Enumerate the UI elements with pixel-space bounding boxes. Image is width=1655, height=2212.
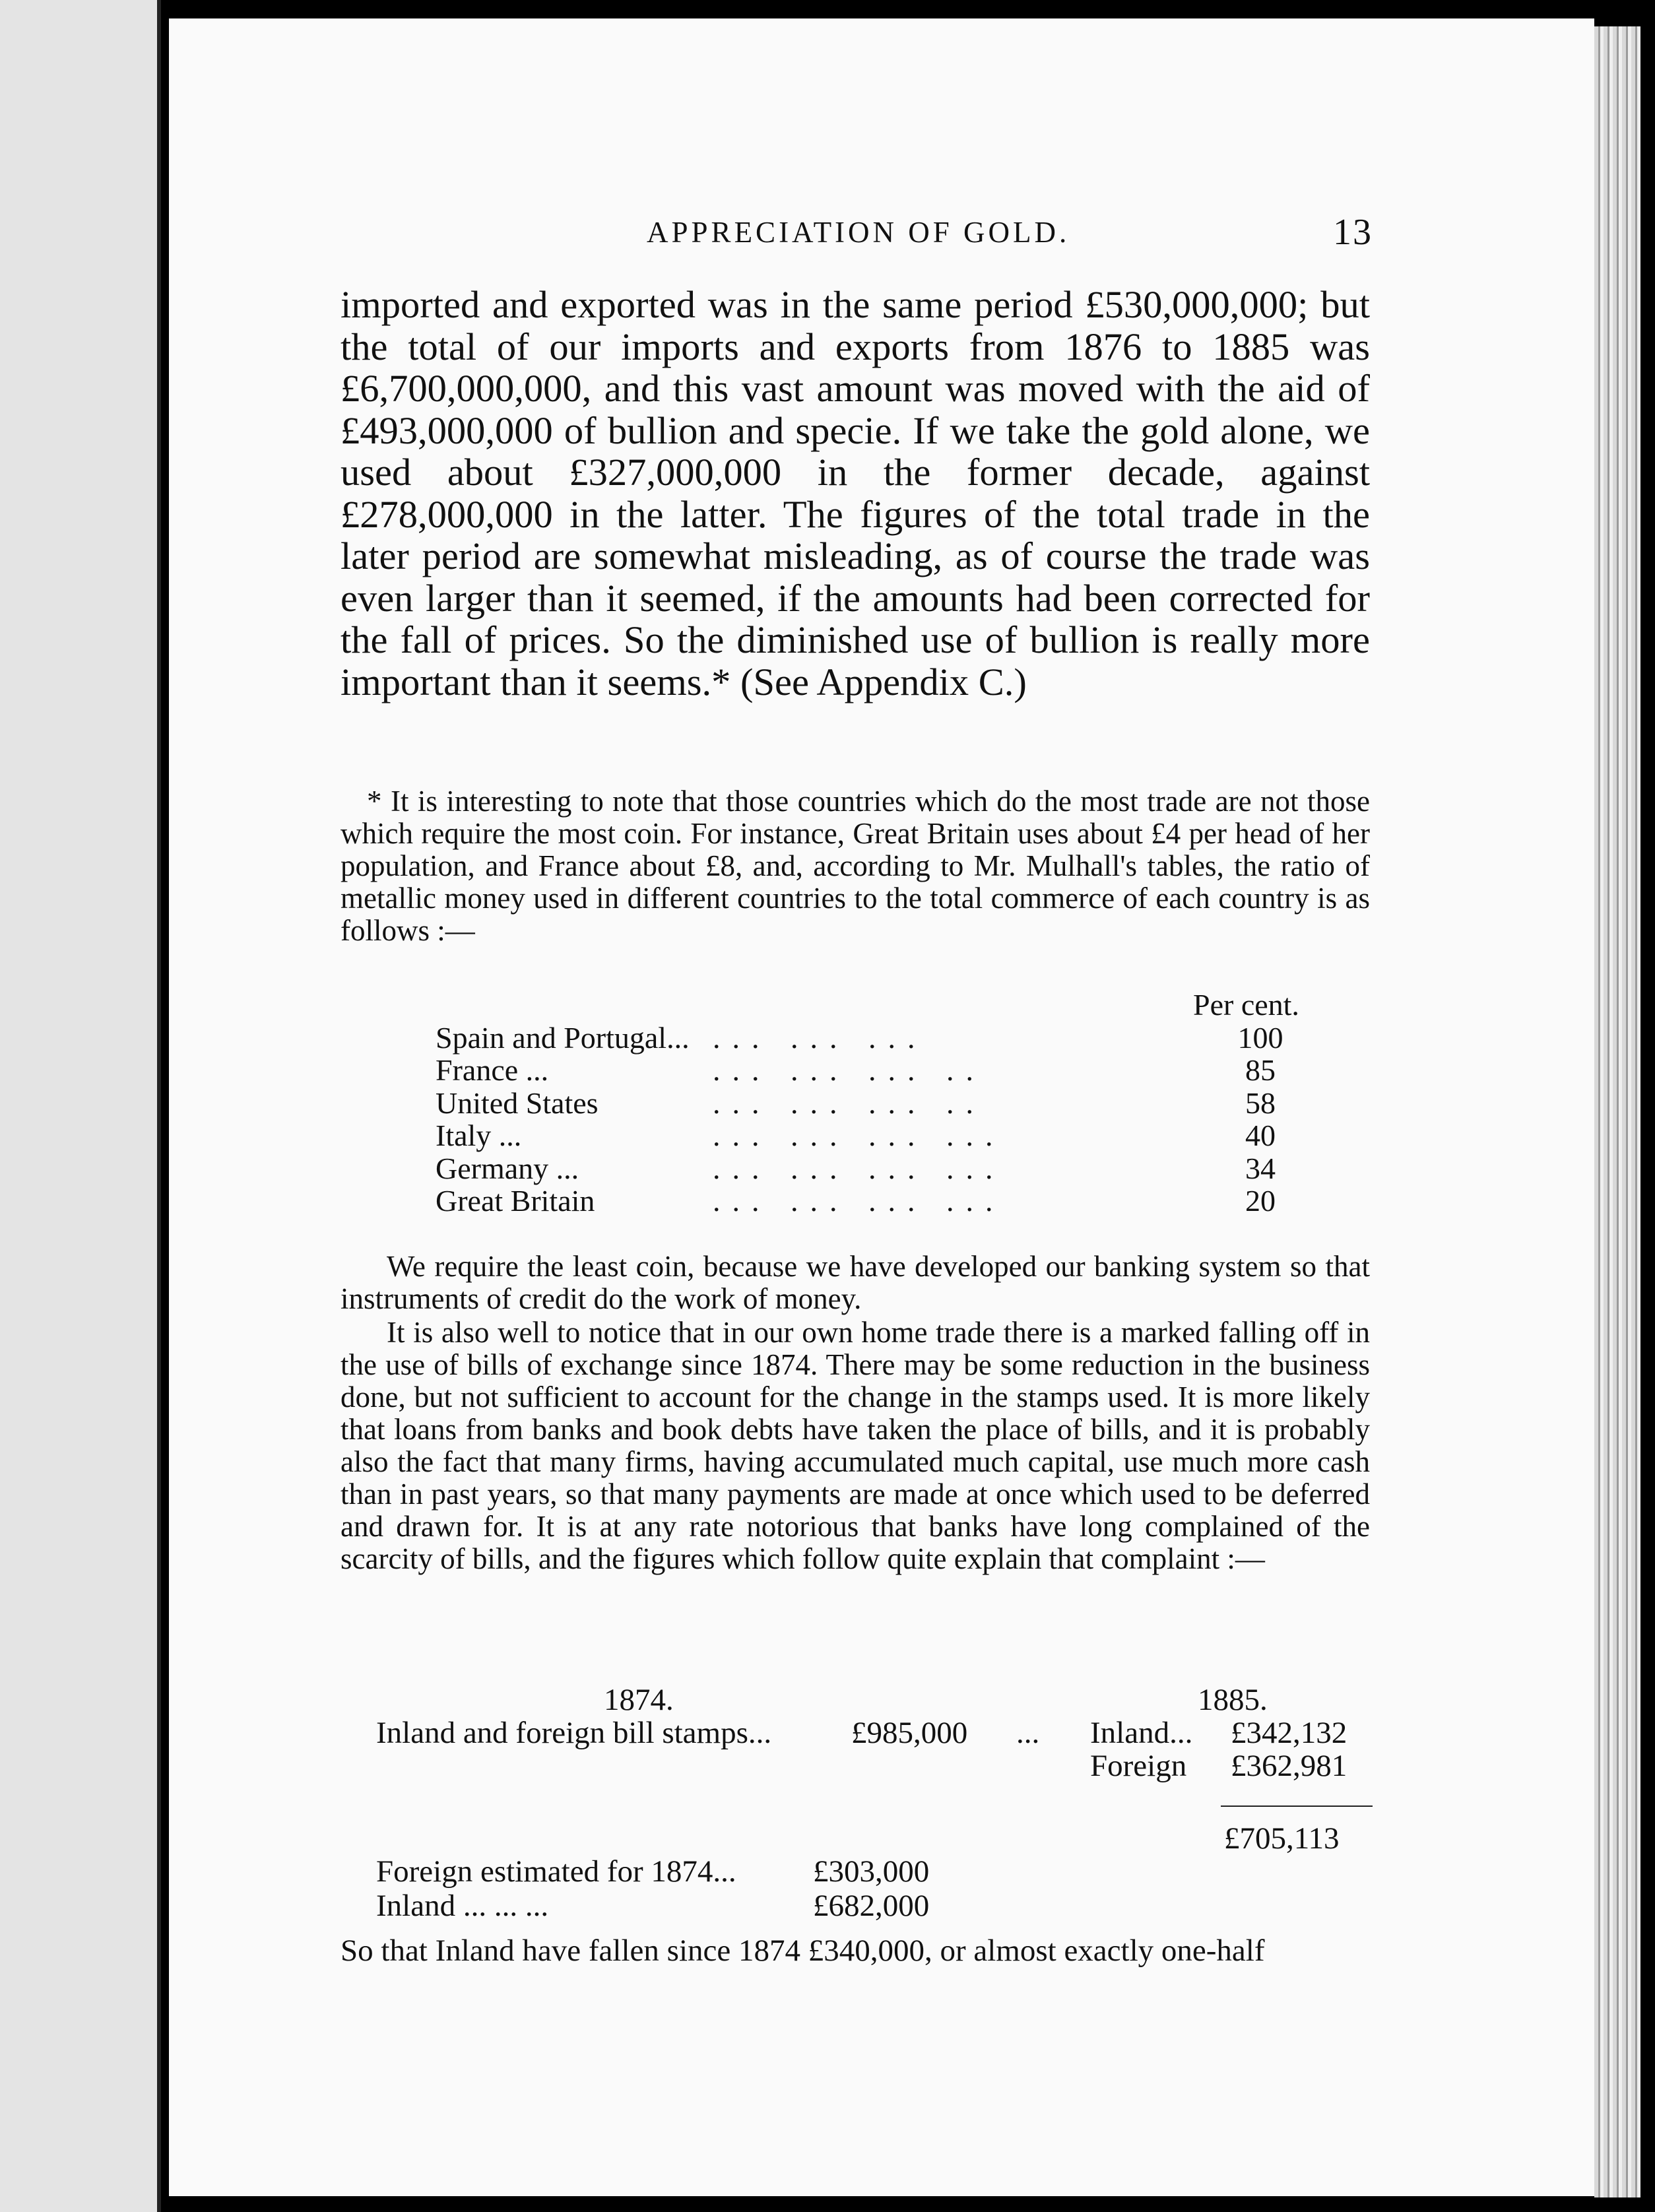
footnote: * It is interesting to note that those countries which do the most trade are not those which require the most coin. For instance, Great Britain uses about £4 per head of her population, and France about £8, and, according to Mr. Mulhall's tables, the ratio of metallic money used in different countries to the total commerce of each country is as follows :— [341,785,1370,947]
percent-value: 34 [1245,1151,1276,1185]
separator-dots: ... [1016,1716,1040,1750]
page-stack-edges [1594,26,1640,2197]
sum-rule [1221,1805,1373,1807]
dot-leader: ... ... ... [713,1020,927,1055]
country-name: Spain and Portugal... [436,1020,690,1055]
inland-1885-label: Inland... [1090,1716,1193,1750]
value-1874: £985,000 [851,1716,968,1750]
country-name: France ... [436,1053,549,1087]
percent-value: 20 [1245,1184,1276,1218]
page-number: 13 [1333,212,1373,253]
running-header [647,212,1373,253]
dot-leader: ... ... ... ... [713,1184,1005,1218]
inland-1874-label: Inland ... ... ... [376,1889,549,1923]
percent-value: 58 [1245,1086,1276,1120]
closing-line: So that Inland have fallen since 1874 £340,000, or almost exactly one-half [341,1934,1265,1968]
table-row [436,1054,1326,1087]
percent-value: 85 [1245,1053,1276,1087]
percent-value: 40 [1245,1119,1276,1152]
country-name: Italy ... [436,1119,522,1152]
table-row [436,1119,1326,1152]
foreign-1885-label: Foreign [1090,1749,1187,1783]
paragraph-bills: It is also well to notice that in our own home trade there is a marked falling off in the use of bills of exchange since 1874. There may be some reduction in the business done, but not sufficient to account for the change in the stamps used. It is more likely that loans from banks and book debts have taken the place of bills, and it is probably also the fact that many firms, having accumulated much capital, use much more cash than in past years, so that many payments are made at once which used to be deferred and drawn for. It is at any rate notorious that banks have long complained of the scarcity of bills, and the figures which follow quite explain that complaint :— [341,1316,1370,1575]
dot-leader: ... ... ... ... [713,1151,1005,1185]
per-cent-header: Per cent. [1193,988,1299,1022]
book-gutter [157,0,161,2212]
country-name: United States [436,1086,599,1120]
inland-1874-value: £682,000 [813,1889,930,1923]
table-row [436,1022,1326,1055]
paragraph-banking: We require the least coin, because we have developed our banking system so that instruments of credit do the work of money. [341,1250,1370,1315]
dot-leader: ... ... ... ... [713,1119,1005,1152]
foreign-1874-label: Foreign estimated for 1874... [376,1854,736,1889]
percent-value: 100 [1237,1020,1283,1055]
dot-leader: ... ... ... .. [713,1053,985,1087]
total-1885: £705,113 [1224,1821,1340,1856]
country-name: Great Britain [436,1184,595,1218]
main-paragraph: imported and exported was in the same period £530,000,000; but the total of our imports and exports from 1876 to 1885 was £6,700,000,000, and this vast amount was moved with the aid of £493,000,000 of bullion and specie. If we take the gold alone, we used about £327,000,000 in the former decade, against £278,000,000 in the latter. The figures of the total trade in the later period are somewhat misleading, as of course the trade was even larger than it seemed, if the amounts had been corrected for the fall of prices. So the diminished use of bullion is really more important than it seems.* (See Appendix C.) [341,283,1370,703]
inland-1885-value: £342,132 [1231,1716,1347,1750]
running-title: APPRECIATION OF GOLD. [647,216,1070,249]
table-row [436,1152,1326,1185]
metallic-ratio-table [436,989,1326,1218]
country-name: Germany ... [436,1151,579,1185]
year-1874-header: 1874. [604,1683,674,1717]
bill-stamps-label: Inland and foreign bill stamps... [376,1716,772,1750]
year-1885-header: 1885. [1198,1683,1268,1717]
dot-leader: ... ... ... .. [713,1086,985,1120]
table-row [436,1185,1326,1218]
left-page-edge [0,0,161,2212]
foreign-1874-value: £303,000 [813,1854,930,1889]
foreign-1885-value: £362,981 [1231,1749,1347,1783]
table-row [436,1087,1326,1120]
